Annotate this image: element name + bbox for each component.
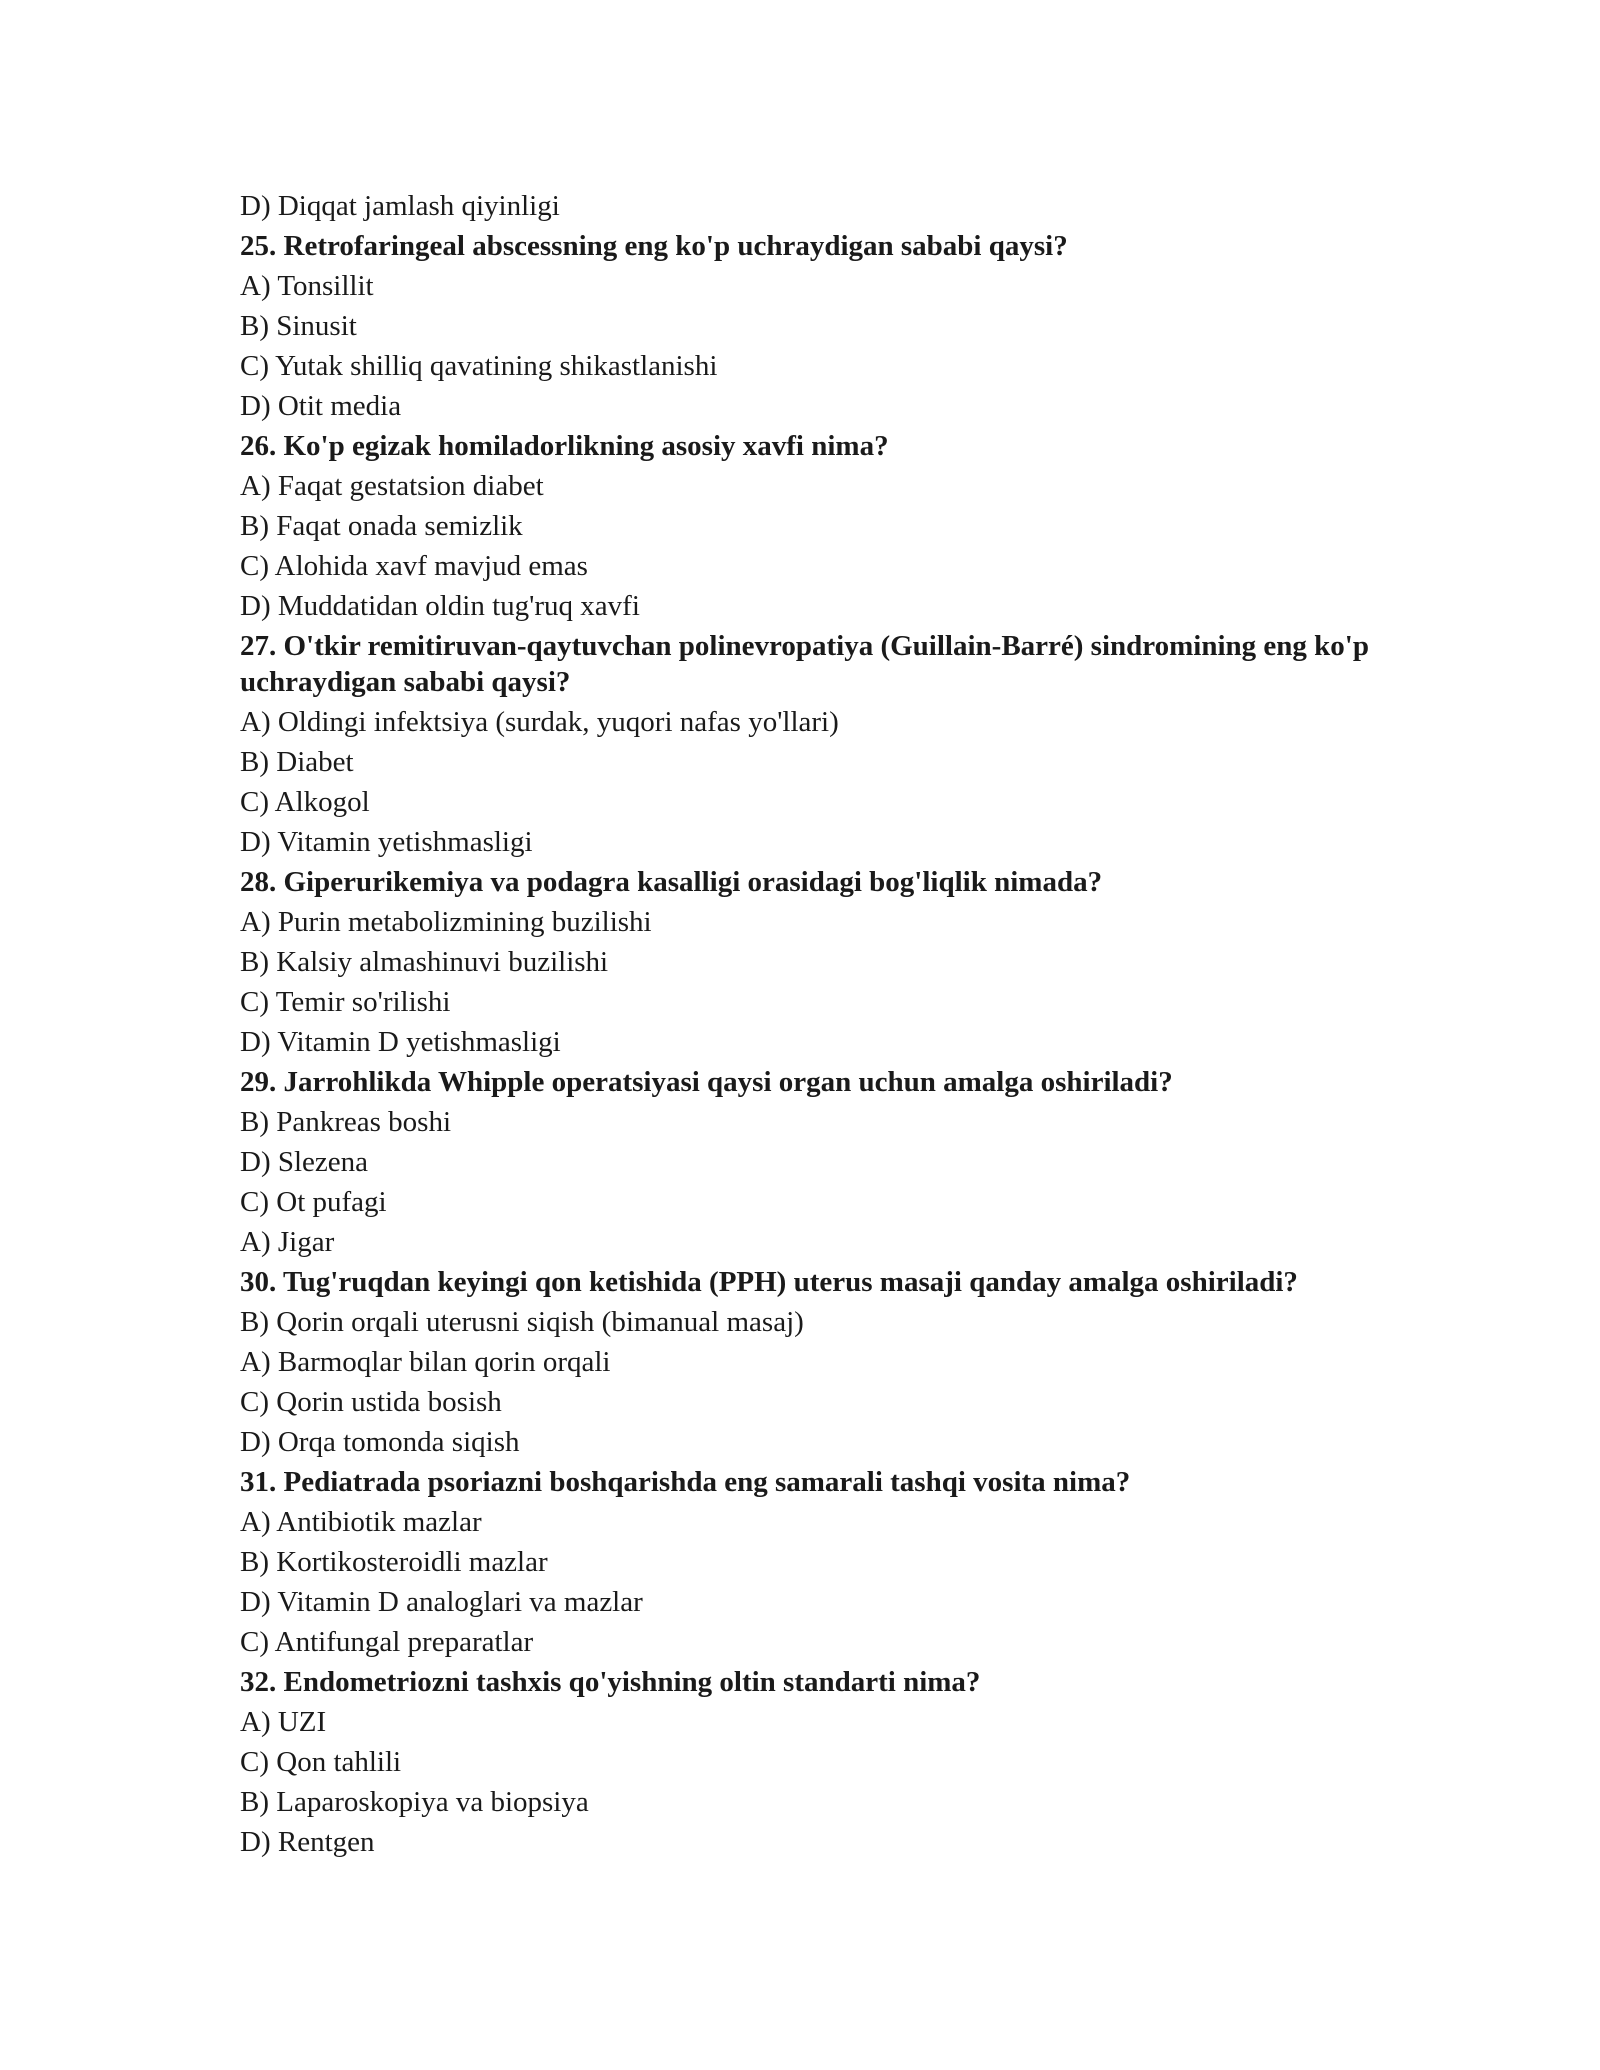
answer-option: B) Kortikosteroidli mazlar [240, 1546, 548, 1578]
answer-option: D) Otit media [240, 390, 402, 422]
document-page [240, 186, 1420, 1862]
answer-option: A) Purin metabolizmining buzilishi [240, 906, 652, 938]
answer-option: D) Slezena [240, 1146, 369, 1178]
question-text: 26. Ko'p egizak homiladorlikning asosiy xavfi nima? [240, 430, 889, 462]
answer-option: D) Vitamin D analoglari va mazlar [240, 1586, 643, 1618]
answer-option: C) Qorin ustida bosish [240, 1386, 502, 1418]
answer-option: C) Alohida xavf mavjud emas [240, 550, 588, 582]
answer-option: D) Orqa tomonda siqish [240, 1426, 520, 1458]
answer-option: B) Faqat onada semizlik [240, 510, 523, 542]
answer-option: C) Qon tahlili [240, 1746, 402, 1778]
answer-option: B) Qorin orqali uterusni siqish (bimanual masaj) [240, 1306, 804, 1338]
answer-option: D) Diqqat jamlash qiyinligi [240, 190, 560, 222]
answer-option: B) Kalsiy almashinuvi buzilishi [240, 946, 609, 978]
question-text: 30. Tug'ruqdan keyingi qon ketishida (PPH) uterus masaji qanday amalga oshiriladi? [240, 1266, 1298, 1298]
question-text: 31. Pediatrada psoriazni boshqarishda eng samarali tashqi vosita nima? [240, 1466, 1131, 1498]
answer-option: A) Barmoqlar bilan qorin orqali [240, 1346, 611, 1378]
answer-option: D) Rentgen [240, 1826, 375, 1858]
answer-option: A) Faqat gestatsion diabet [240, 470, 544, 502]
answer-option: A) Oldingi infektsiya (surdak, yuqori nafas yo'llari) [240, 706, 839, 738]
answer-option: D) Vitamin yetishmasligi [240, 826, 533, 858]
answer-option: A) UZI [240, 1706, 327, 1738]
answer-option: D) Muddatidan oldin tug'ruq xavfi [240, 590, 640, 622]
answer-option: A) Antibiotik mazlar [240, 1506, 482, 1538]
answer-option: C) Alkogol [240, 786, 370, 818]
answer-option: B) Diabet [240, 746, 354, 778]
answer-option: C) Temir so'rilishi [240, 986, 451, 1018]
answer-option: D) Vitamin D yetishmasligi [240, 1026, 561, 1058]
answer-option: A) Jigar [240, 1226, 335, 1258]
answer-option: A) Tonsillit [240, 270, 374, 302]
question-text: 27. O'tkir remitiruvan-qaytuvchan polinevropatiya (Guillain-Barré) sindromining eng ko'p uchraydigan sababi qaysi? [240, 630, 1369, 698]
question-text: 25. Retrofaringeal abscessning eng ko'p uchraydigan sababi qaysi? [240, 230, 1068, 262]
question-text: 29. Jarrohlikda Whipple operatsiyasi qaysi organ uchun amalga oshiriladi? [240, 1066, 1173, 1098]
answer-option: B) Laparoskopiya va biopsiya [240, 1786, 589, 1818]
answer-option: C) Yutak shilliq qavatining shikastlanishi [240, 350, 718, 382]
answer-option: B) Sinusit [240, 310, 357, 342]
question-text: 28. Giperurikemiya va podagra kasalligi orasidagi bog'liqlik nimada? [240, 866, 1103, 898]
question-text: 32. Endometriozni tashxis qo'yishning oltin standarti nima? [240, 1666, 981, 1698]
answer-option: B) Pankreas boshi [240, 1106, 452, 1138]
answer-option: C) Ot pufagi [240, 1186, 387, 1218]
answer-option: C) Antifungal preparatlar [240, 1626, 534, 1658]
